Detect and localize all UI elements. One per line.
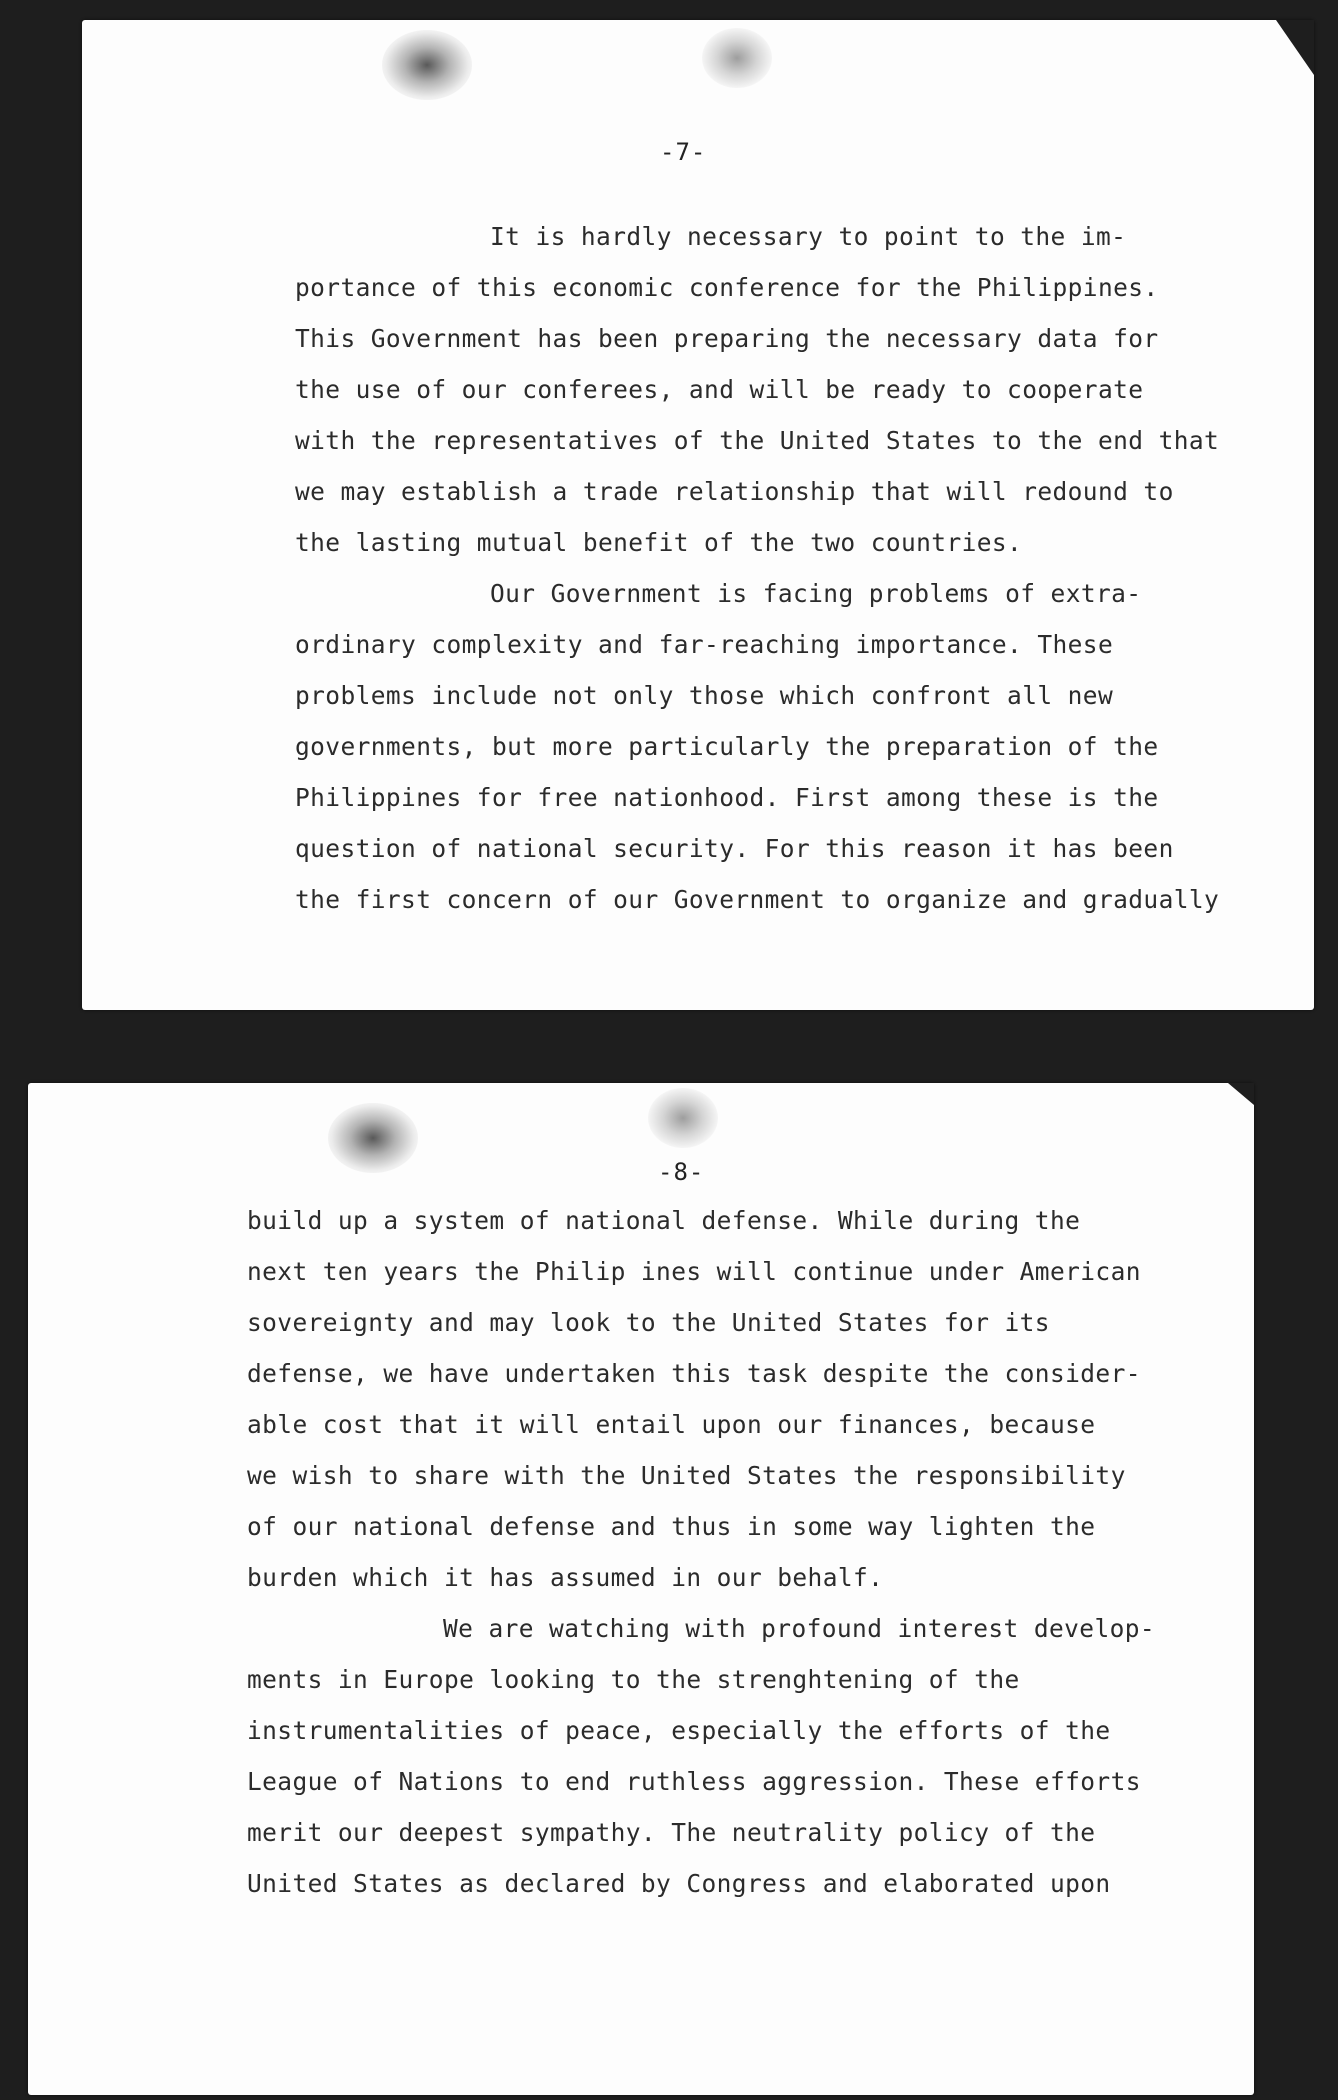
text-line: League of Nations to end ruthless aggression. These efforts [247,1767,1141,1796]
text-line: defense, we have undertaken this task despite the consider- [247,1359,1141,1388]
text-line: the use of our conferees, and will be ready to cooperate [295,375,1144,404]
text-line: the first concern of our Government to organize and gradually [295,885,1220,914]
ink-smudge [382,30,472,100]
text-line: instrumentalities of peace, especially the efforts of the [247,1716,1111,1745]
text-line: able cost that it will entail upon our finances, because [247,1410,1096,1439]
text-line: United States as declared by Congress and elaborated upon [247,1869,1111,1898]
text-line: problems include not only those which confront all new [295,681,1114,710]
torn-corner [1276,20,1314,75]
page-sheet-8 [28,1083,1254,2095]
text-line: the lasting mutual benefit of the two countries. [295,528,1023,557]
text-line: portance of this economic conference for the Philippines. [295,273,1159,302]
text-line: with the representatives of the United States to the end that [295,426,1220,455]
text-line: merit our deepest sympathy. The neutrality policy of the [247,1818,1096,1847]
text-line: build up a system of national defense. While during the [247,1206,1081,1235]
text-line: Our Government is facing problems of extra- [490,579,1142,608]
page-number: -8- [658,1158,705,1186]
page-body-text [295,211,1219,925]
text-line: ordinary complexity and far-reaching importance. These [295,630,1114,659]
text-line: next ten years the Philip ines will continue under American [247,1257,1141,1286]
page-body-text [247,1195,1155,1909]
ink-smudge [328,1103,418,1173]
text-line: governments, but more particularly the preparation of the [295,732,1159,761]
page-number: -7- [660,138,707,166]
text-line: It is hardly necessary to point to the im- [490,222,1127,251]
text-line: Philippines for free nationhood. First among these is the [295,783,1159,812]
text-line: We are watching with profound interest develop- [443,1614,1156,1643]
page-sheet-7 [82,20,1314,1010]
text-line: This Government has been preparing the necessary data for [295,324,1159,353]
text-line: sovereignty and may look to the United States for its [247,1308,1050,1337]
text-line: of our national defense and thus in some way lighten the [247,1512,1096,1541]
text-line: we wish to share with the United States the responsibility [247,1461,1126,1490]
ink-smudge [648,1088,718,1148]
text-line: burden which it has assumed in our behalf. [247,1563,884,1592]
text-line: we may establish a trade relationship that will redound to [295,477,1174,506]
text-line: question of national security. For this reason it has been [295,834,1174,863]
text-line: ments in Europe looking to the strenghtening of the [247,1665,1020,1694]
torn-corner [1228,1083,1254,1105]
ink-smudge [702,28,772,88]
